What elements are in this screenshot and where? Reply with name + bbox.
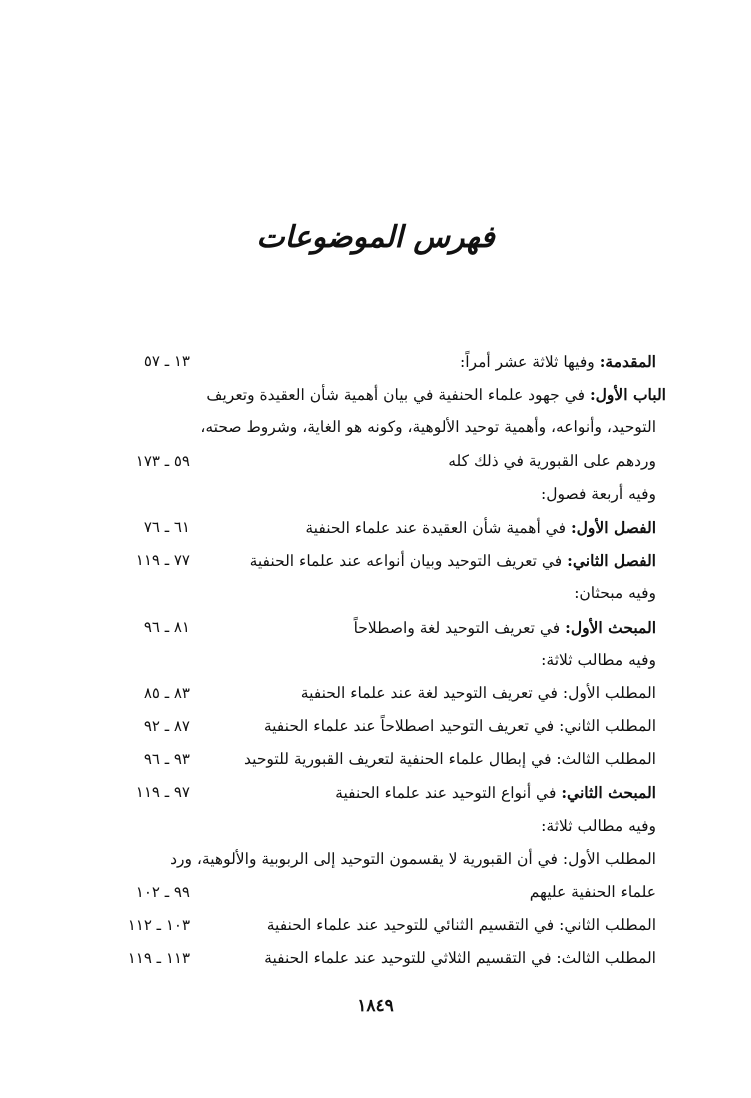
toc-entry-pages: ٩٩ ـ ١٠٢ bbox=[135, 883, 190, 901]
toc-entry-pages: ١٠٣ ـ ١١٢ bbox=[127, 916, 190, 935]
toc-entry-label: الفصل الثاني: bbox=[567, 551, 656, 571]
toc-entry-title bbox=[541, 810, 656, 843]
toc-entry-title bbox=[200, 411, 656, 444]
toc-entry-label: الباب الأول: bbox=[589, 385, 666, 405]
toc-entry-pages: ١٣ ـ ٥٧ bbox=[143, 352, 190, 370]
toc-entry-text: المطلب الثالث: في إبطال علماء الحنفية لتعريف القبورية للتوحيد bbox=[244, 750, 656, 769]
toc-entry-title bbox=[244, 743, 656, 776]
toc-entry-text: في تعريف التوحيد وبيان أنواعه عند علماء الحنفية bbox=[249, 552, 568, 571]
toc-entry bbox=[80, 478, 656, 511]
toc-entry bbox=[80, 378, 666, 411]
toc-entry-title bbox=[206, 378, 666, 412]
toc-entry-label: الفصل الأول: bbox=[570, 517, 656, 537]
toc-entry bbox=[80, 710, 656, 743]
toc-entry-title bbox=[530, 876, 656, 909]
toc-entry-text: التوحيد، وأنواعه، وأهمية توحيد الألوهية، وكونه هو الغاية، وشروط صحته، bbox=[200, 418, 656, 437]
toc-entry-title bbox=[264, 710, 656, 743]
toc-entry bbox=[80, 611, 656, 644]
toc-entry-pages: ٩٧ ـ ١١٩ bbox=[135, 783, 190, 802]
toc-entry bbox=[80, 345, 656, 378]
toc-entry-text: المطلب الثاني: في التقسيم الثنائي للتوحيد عند علماء الحنفية bbox=[266, 916, 656, 935]
toc-entry-label: المبحث الثاني: bbox=[561, 783, 656, 803]
toc-entry-text: في أهمية شأن العقيدة عند علماء الحنفية bbox=[305, 518, 571, 537]
toc-entry bbox=[80, 677, 656, 710]
toc-entry-title bbox=[267, 909, 656, 942]
toc-entry-text: وفيه مبحثان: bbox=[574, 584, 656, 603]
toc-entry-pages: ٨١ ـ ٩٦ bbox=[143, 617, 190, 636]
toc-entry-title bbox=[460, 345, 656, 379]
toc-entry-label: المقدمة: bbox=[599, 352, 656, 371]
toc-entry-text: المطلب الثاني: في تعريف التوحيد اصطلاحاً عند علماء الحنفية bbox=[263, 717, 656, 736]
toc-entry-title bbox=[541, 644, 656, 677]
toc-entry-text: المطلب الأول: في أن القبورية لا يقسمون التوحيد إلى الربوبية والألوهية، ورد bbox=[170, 849, 656, 868]
toc-entry-title bbox=[335, 776, 656, 810]
toc-entry-text: وردهم على القبورية في ذلك كله bbox=[448, 451, 656, 470]
toc-entry bbox=[80, 843, 656, 876]
toc-entry-text: علماء الحنفية عليهم bbox=[529, 883, 656, 901]
toc-entry-title bbox=[301, 677, 656, 710]
toc-entry-title bbox=[448, 445, 656, 478]
toc-entry-text: في جهود علماء الحنفية في بيان أهمية شأن العقيدة وتعريف bbox=[206, 386, 590, 405]
toc-entry-pages: ٥٩ ـ ١٧٣ bbox=[135, 451, 190, 470]
toc-entry-text: وفيه مطالب ثلاثة: bbox=[541, 650, 656, 669]
toc-entry-text: وفيه أربعة فصول: bbox=[541, 484, 656, 503]
toc-entry-text: المطلب الثالث: في التقسيم الثلاثي للتوحيد عند علماء الحنفية bbox=[264, 949, 656, 968]
page-number: ١٨٤٩ bbox=[357, 996, 394, 1016]
toc-entry-title bbox=[305, 511, 656, 545]
toc-entry-text: وفيه مطالب ثلاثة: bbox=[541, 816, 656, 835]
toc-entry-pages: ١١٣ ـ ١١٩ bbox=[127, 949, 190, 968]
toc-entry bbox=[80, 644, 656, 677]
toc-entry bbox=[80, 445, 656, 478]
toc-entry bbox=[80, 743, 656, 776]
toc-entry-title bbox=[250, 544, 656, 578]
toc-entry bbox=[80, 810, 656, 843]
toc-entry-text: وفيها ثلاثة عشر أمراً: bbox=[460, 353, 600, 371]
toc-entry-text: في تعريف التوحيد لغة واصطلاحاً bbox=[353, 618, 566, 637]
toc-entry bbox=[80, 511, 656, 544]
toc-entry-title bbox=[354, 611, 656, 645]
toc-entry-pages: ٩٣ ـ ٩٦ bbox=[143, 750, 190, 769]
toc-entry-text: في أنواع التوحيد عند علماء الحنفية bbox=[335, 784, 562, 803]
toc-entry bbox=[80, 411, 656, 444]
toc-entry-title bbox=[541, 478, 656, 511]
page-title: فهرس الموضوعات bbox=[256, 220, 495, 255]
toc-entry-title bbox=[574, 577, 656, 610]
toc-entry-pages: ٨٣ ـ ٨٥ bbox=[143, 683, 190, 702]
toc-entry bbox=[80, 876, 656, 909]
toc-entry bbox=[80, 544, 656, 577]
table-of-contents bbox=[80, 345, 666, 976]
toc-entry bbox=[80, 942, 656, 975]
toc-entry-pages: ٦١ ـ ٧٦ bbox=[143, 517, 190, 536]
toc-entry-text: المطلب الأول: في تعريف التوحيد لغة عند علماء الحنفية bbox=[300, 683, 656, 702]
toc-entry bbox=[80, 577, 656, 610]
toc-entry-pages: ٨٧ ـ ٩٢ bbox=[143, 717, 190, 736]
toc-entry-title bbox=[264, 942, 656, 975]
toc-entry-pages: ٧٧ ـ ١١٩ bbox=[135, 551, 190, 570]
toc-entry bbox=[80, 776, 656, 809]
toc-entry-title bbox=[170, 843, 656, 876]
toc-entry-label: المبحث الأول: bbox=[565, 617, 656, 637]
toc-entry bbox=[80, 909, 656, 942]
